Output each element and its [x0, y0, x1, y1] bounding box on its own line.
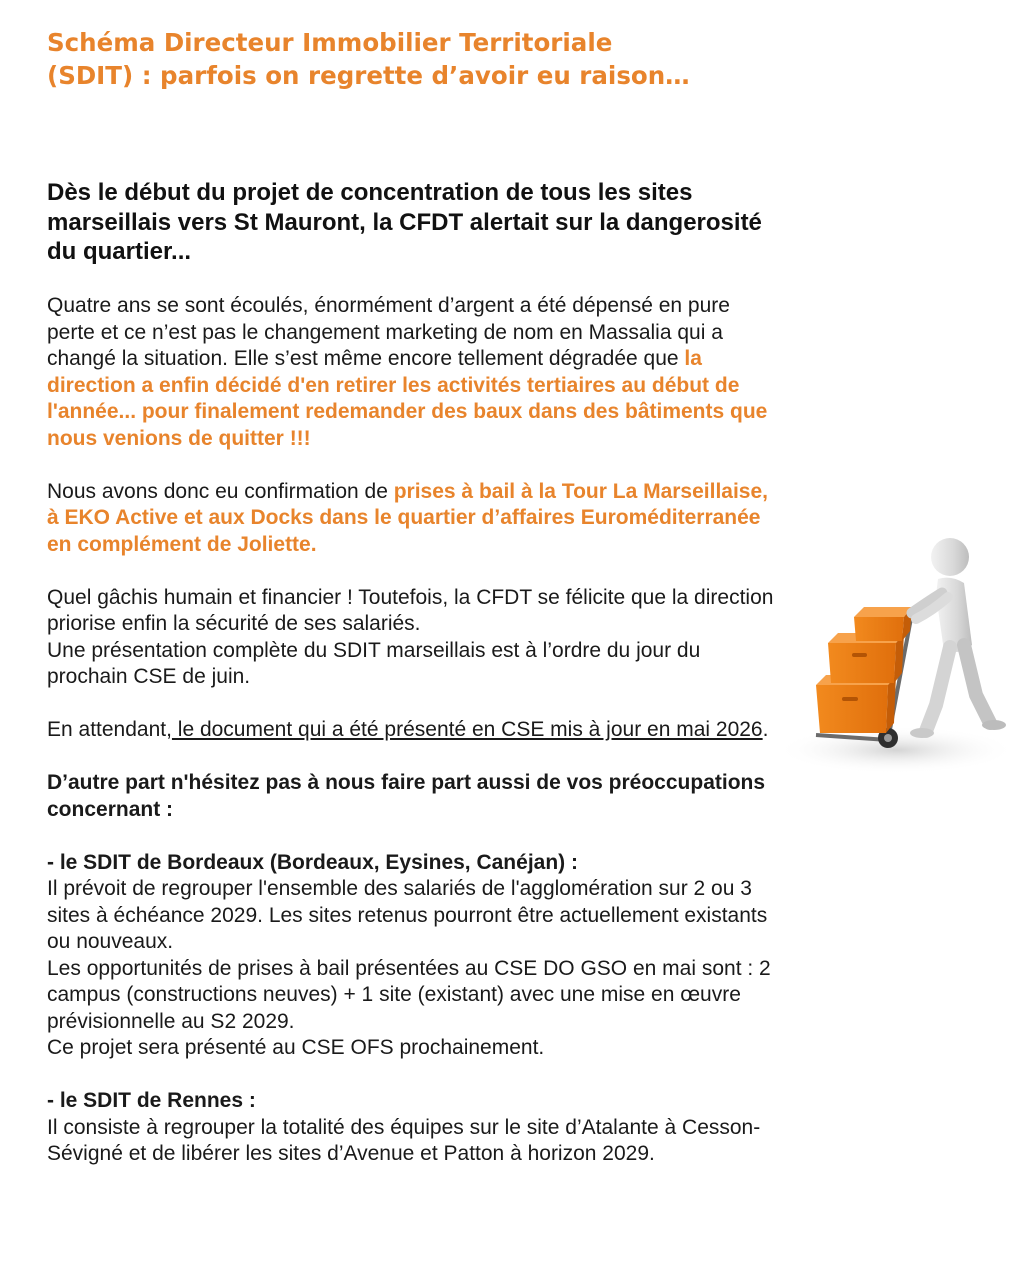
lead-paragraph: Dès le début du projet de concentration de tous les sites marseillais vers St Mauront, la CFDT alertait sur la dangerosité du quartier...: [47, 179, 762, 265]
paragraph-gachis: [47, 585, 777, 691]
bordeaux-line-2: Les opportunités de prises à bail présentées au CSE DO GSO en mai sont : 2 campus (constructions neuves) + 1 site (existant) avec une mise en œuvre prévisionnelle au S2 2029.: [47, 956, 771, 1033]
paragraph-situation-text: Quatre ans se sont écoulés, énormément d’argent a été dépensé en pure perte et ce n’est pas le changement marketing de nom en Massalia qui a changé la situation. Elle s’est même encore tellement dégradée que: [47, 294, 730, 370]
bordeaux-heading-detail: (Bordeaux, Eysines, Canéjan) :: [269, 850, 578, 874]
paragraph-situation: [47, 293, 777, 452]
bordeaux-heading: - le SDIT de Bordeaux: [47, 850, 265, 874]
page-title: [47, 26, 807, 92]
paragraph-confirmation-text: Nous avons donc eu confirmation de: [47, 479, 394, 503]
title-line-2: (SDIT) : parfois on regrette d’avoir eu raison…: [47, 61, 690, 90]
paragraph-document-text: En attendant,: [47, 718, 172, 741]
document-link[interactable]: le document qui a été présenté en CSE mis à jour en mai 2026: [171, 718, 763, 741]
bordeaux-line-3: Ce projet sera présenté au CSE OFS prochainement.: [47, 1036, 545, 1059]
section-rennes: [47, 1088, 777, 1168]
paragraph-confirmation-highlight: prises à bail à la Tour La Marseillaise, à EKO Active et aux Docks dans le quartier d’affaires Euroméditerranée en complément de Joliette.: [47, 479, 768, 556]
title-line-1: Schéma Directeur Immobilier Territoriale: [47, 28, 613, 57]
paragraph-document: [47, 717, 777, 744]
paragraph-concerns: D’autre part n'hésitez pas à nous faire part aussi de vos préoccupations concernant :: [47, 771, 766, 821]
rennes-line-1: Il consiste à regrouper la totalité des équipes sur le site d’Atalante à Cesson-Sévigné et de libérer les sites d’Avenue et Patton à horizon 2029.: [47, 1115, 761, 1165]
paragraph-gachis-line-1: Quel gâchis humain et financier ! Toutefois, la CFDT se félicite que la direction priorise enfin la sécurité de ses salariés.: [47, 585, 774, 635]
paragraph-situation-highlight: la direction a enfin décidé d'en retirer les activités tertiaires au début de l'année... pour finalement redemander des baux dans des bâtiments que nous venions de quitter !!!: [47, 347, 768, 450]
article-body: [47, 178, 777, 1194]
figure-pushing-boxes-illustration: [776, 535, 1026, 775]
paragraph-document-end: .: [762, 718, 769, 741]
paragraph-confirmation: [47, 479, 777, 559]
rennes-heading: - le SDIT de Rennes :: [47, 1089, 256, 1112]
bordeaux-line-1: Il prévoit de regrouper l'ensemble des salariés de l'agglomération sur 2 ou 3 sites à échéance 2029. Les sites retenus pourront être actuellement existants ou nouveaux.: [47, 877, 768, 953]
section-bordeaux: [47, 850, 777, 1062]
paragraph-gachis-line-2: Une présentation complète du SDIT marseillais est à l’ordre du jour du prochain CSE de juin.: [47, 638, 701, 688]
figure-pushing-boxes-icon: [776, 535, 1026, 775]
